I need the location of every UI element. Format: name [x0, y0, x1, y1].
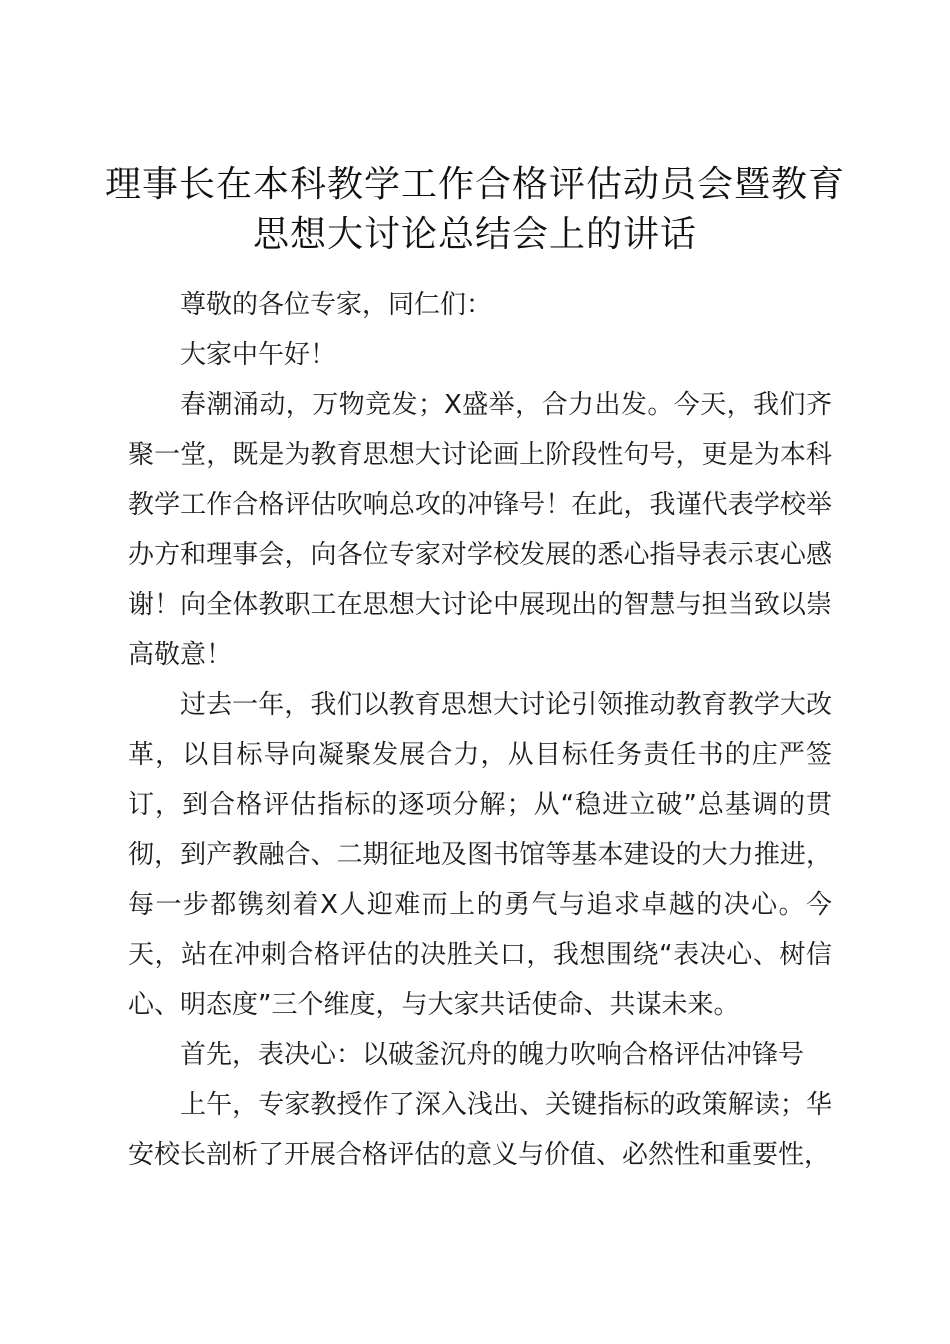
salutation: 尊敬的各位专家，同仁们：	[180, 290, 493, 320]
document-body	[128, 280, 832, 1180]
greeting: 大家中午好！	[180, 340, 337, 370]
body-paragraph-3: 上午，专家教授作了深入浅出、关键指标的政策解读；华安校长剖析了开展合格评估的意义与价值、必然性和重要性，	[128, 1090, 832, 1170]
section-heading-1: 首先，表决心：以破釜沉舟的魄力吹响合格评估冲锋号	[180, 1040, 805, 1070]
body-paragraph-1: 春潮涌动，万物竞发；X盛举，合力出发。今天，我们齐聚一堂，既是为教育思想大讨论画上阶段性句号，更是为本科教学工作合格评估吹响总攻的冲锋号！在此，我谨代表学校举办方和理事会，向各位专家对学校发展的悉心指导表示衷心感谢！向全体教职工在思想大讨论中展现出的智慧与担当致以崇高敬意！	[128, 390, 832, 670]
title-line-1: 理事长在本科教学工作合格评估动员会暨教育	[104, 164, 845, 205]
body-paragraph-2: 过去一年，我们以教育思想大讨论引领推动教育教学大改革，以目标导向凝聚发展合力，从目标任务责任书的庄严签订，到合格评估指标的逐项分解；从“稳进立破”总基调的贯彻，到产教融合、二期征地及图书馆等基本建设的大力推进，每一步都镌刻着X人迎难而上的勇气与追求卓越的决心。今天，站在冲刺合格评估的决胜关口，我想围绕“表决心、树信心、明态度”三个维度，与大家共话使命、共谋未来。	[128, 690, 832, 1020]
document-title	[0, 160, 950, 260]
title-line-2: 思想大讨论总结会上的讲话	[252, 214, 697, 255]
